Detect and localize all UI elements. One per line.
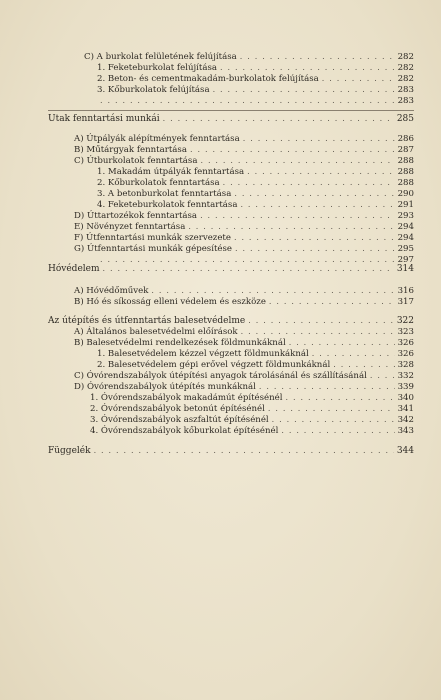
toc-chapter: Függelék . . . 344 — [48, 446, 414, 456]
toc-chapter: Utak fenntartási munkái . . . 285 — [48, 114, 414, 124]
toc-entry: 3. A betonburkolat fenntartása . . . 290 — [97, 189, 414, 199]
toc-entry: 2. Óvórendszabályok betonút építésénél . . . 341 — [90, 404, 414, 414]
toc-entry: C) A burkolat felületének felújítása . . . 282 — [84, 52, 414, 62]
toc-entry: 2. Kőburkolatok fenntartása . . . 288 — [97, 178, 414, 188]
toc-entry: A) Általános balesetvédelmi előírások . . . 323 — [74, 327, 414, 337]
toc-entry: 4. Feketeburkolatok fenntartása . . . 291 — [97, 200, 414, 210]
toc-entry: 1. Feketeburkolat felújítása . . . 282 — [97, 63, 414, 73]
toc-entry: 1. Makadám útpályák fenntartása . . . 288 — [97, 167, 414, 177]
toc-chapter: Hóvédelem . . . 314 — [48, 264, 414, 274]
toc-entry: E) Növényzet fenntartása . . . 294 — [74, 222, 414, 232]
toc-entry: B) Balesetvédelmi rendelkezések földmunkáknál . . . 326 — [74, 338, 414, 348]
toc-entry: A) Útpályák alépítmények fenntartása . . . 286 — [74, 134, 414, 144]
toc-entry: 2. Beton- és cementmakadám-burkolatok felújítása . . . 282 — [97, 74, 414, 84]
toc-entry: A) Hóvédőművek . . . 316 — [74, 286, 414, 296]
toc-entry: 1. Óvórendszabályok makadámút építésénél . . . 340 — [90, 393, 414, 403]
toc-entry: . . . 297 — [97, 255, 414, 265]
toc-entry: G) Útfenntartási munkák gépesítése . . . 295 — [74, 244, 414, 254]
toc-entry: B) Hó és síkosság elleni védelem és eszköze . . . 317 — [74, 297, 414, 307]
toc-entry: D) Úttartozékok fenntartása . . . 293 — [74, 211, 414, 221]
toc-entry: B) Műtárgyak fenntartása . . . 287 — [74, 145, 414, 155]
toc-entry: 3. Óvórendszabályok aszfaltút építésénél . . . 342 — [90, 415, 414, 425]
separator-line — [48, 110, 414, 111]
toc-chapter: Az útépítés és útfenntartás balesetvédelme . . . 322 — [48, 316, 414, 326]
toc-entry: C) Óvórendszabályok útépítési anyagok tárolásánál és szállításánál . . . 332 — [74, 371, 414, 381]
toc-entry: 4. Óvórendszabályok kőburkolat építésénél . . . 343 — [90, 426, 414, 436]
toc-entry: 3. Kőburkolatok felújítása . . . 283 — [97, 85, 414, 95]
toc-entry: 1. Balesetvédelem kézzel végzett földmunkáknál . . . 326 — [97, 349, 414, 359]
toc-entry: 2. Balesetvédelem gépi erővel végzett földmunkáknál . . . 328 — [97, 360, 414, 370]
toc-entry: F) Útfenntartási munkák szervezete . . . 294 — [74, 233, 414, 243]
toc-entry: D) Óvórendszabályok útépítés munkáknál . . . 339 — [74, 382, 414, 392]
toc-entry: C) Útburkolatok fenntartása . . . 288 — [74, 156, 414, 166]
toc-entry: . . . 283 — [97, 96, 414, 106]
